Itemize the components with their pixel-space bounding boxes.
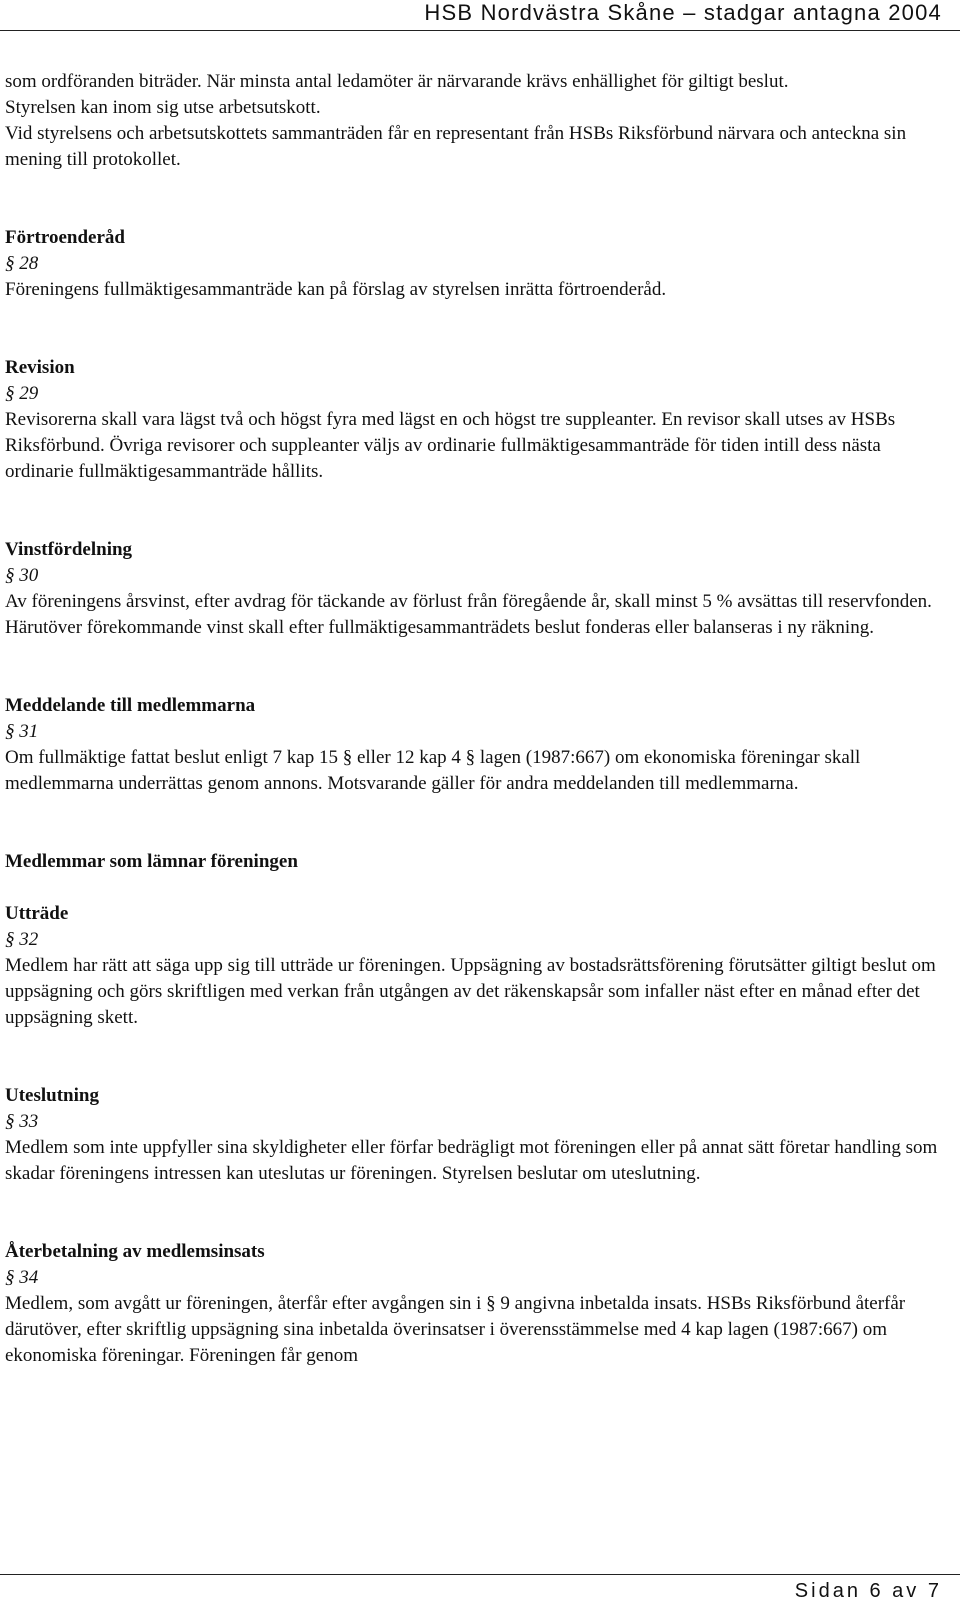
section-text: Om fullmäktige fattat beslut enligt 7 kap 15 § eller 12 kap 4 § lagen (1987:667) om ekonomiska föreningar skall medlemmarna underrättas genom annons. Motsvarande gäller för andra meddelanden till medlemmarna. xyxy=(5,747,861,794)
section-vinstfordelning xyxy=(5,537,953,641)
paragraph-number: § 29 xyxy=(5,383,39,404)
intro-line-1: som ordföranden biträder. När minsta antal ledamöter är närvarande krävs enhällighet för giltigt beslut. xyxy=(5,71,789,92)
section-uteslutning xyxy=(5,1083,953,1187)
paragraph-number: § 33 xyxy=(5,1111,39,1132)
section-uttrade xyxy=(5,901,953,1031)
section-text: Av föreningens årsvinst, efter avdrag för täckande av förlust från föregående år, skall minst 5 % avsättas till reservfonden. Härutöver förekommande vinst skall efter fullmäktigesammanträdets beslut fonderas eller balanseras i ny räkning. xyxy=(5,591,932,638)
paragraph-number: § 28 xyxy=(5,253,39,274)
section-aterbetalning xyxy=(5,1239,953,1369)
paragraph-number: § 32 xyxy=(5,929,39,950)
chapter-medlemmar-som-lamnar xyxy=(5,849,953,875)
section-heading: Meddelande till medlemmarna xyxy=(5,695,256,716)
section-text: Medlem, som avgått ur föreningen, återfår efter avgången sin i § 9 angivna inbetalda insats. HSBs Riksförbund återfår därutöver, efter skriftlig uppsägning sina inbetalda överinsatser i överensstämmelse med 4 kap lagen (1987:667) om ekonomiska föreningar. Föreningen får genom xyxy=(5,1293,906,1366)
section-text: Revisorerna skall vara lägst två och högst fyra med lägst en och högst tre suppleanter. En revisor skall utses av HSBs Riksförbund. Övriga revisorer och suppleanter väljs av ordinarie fullmäktigesammanträde för tiden intill dess nästa ordinarie fullmäktigesammanträde hållits. xyxy=(5,409,896,482)
header-divider xyxy=(0,30,960,31)
section-fortroenderad xyxy=(5,225,953,303)
paragraph-number: § 30 xyxy=(5,565,39,586)
intro-line-3: Vid styrelsens och arbetsutskottets sammanträden får en representant från HSBs Riksförbund närvara och anteckna sin mening till protokollet. xyxy=(5,123,907,170)
document-body xyxy=(5,69,953,1369)
section-heading: Uteslutning xyxy=(5,1085,99,1106)
chapter-heading: Medlemmar som lämnar föreningen xyxy=(5,851,298,872)
section-heading: Förtroenderåd xyxy=(5,227,125,248)
page-header xyxy=(0,0,960,38)
section-heading: Vinstfördelning xyxy=(5,539,133,560)
section-text: Medlem har rätt att säga upp sig till utträde ur föreningen. Uppsägning av bostadsrättsförening förutsätter giltigt beslut om uppsägning och görs skriftligen med verkan från utgången av det räkenskapsår som infaller näst efter en månad efter det uppsägning skett. xyxy=(5,955,936,1028)
page-footer xyxy=(0,1574,960,1609)
section-text: Medlem som inte uppfyller sina skyldigheter eller förfar bedrägligt mot föreningen eller på annat sätt företar handling som skadar föreningens intressen kan uteslutas ur föreningen. Styrelsen beslutar om uteslutning. xyxy=(5,1137,938,1184)
document-title: HSB Nordvästra Skåne – stadgar antagna 2004 xyxy=(424,0,942,25)
intro-line-2: Styrelsen kan inom sig utse arbetsutskott. xyxy=(5,97,321,118)
paragraph-number: § 31 xyxy=(5,721,39,742)
section-heading: Revision xyxy=(5,357,75,378)
section-heading: Utträde xyxy=(5,903,69,924)
section-meddelande xyxy=(5,693,953,797)
paragraph-number: § 34 xyxy=(5,1267,39,1288)
page-number: Sidan 6 av 7 xyxy=(794,1580,942,1602)
section-heading: Återbetalning av medlemsinsats xyxy=(5,1241,265,1262)
footer-divider xyxy=(0,1574,960,1575)
section-revision xyxy=(5,355,953,485)
section-text: Föreningens fullmäktigesammanträde kan på förslag av styrelsen inrätta förtroenderåd. xyxy=(5,279,667,300)
